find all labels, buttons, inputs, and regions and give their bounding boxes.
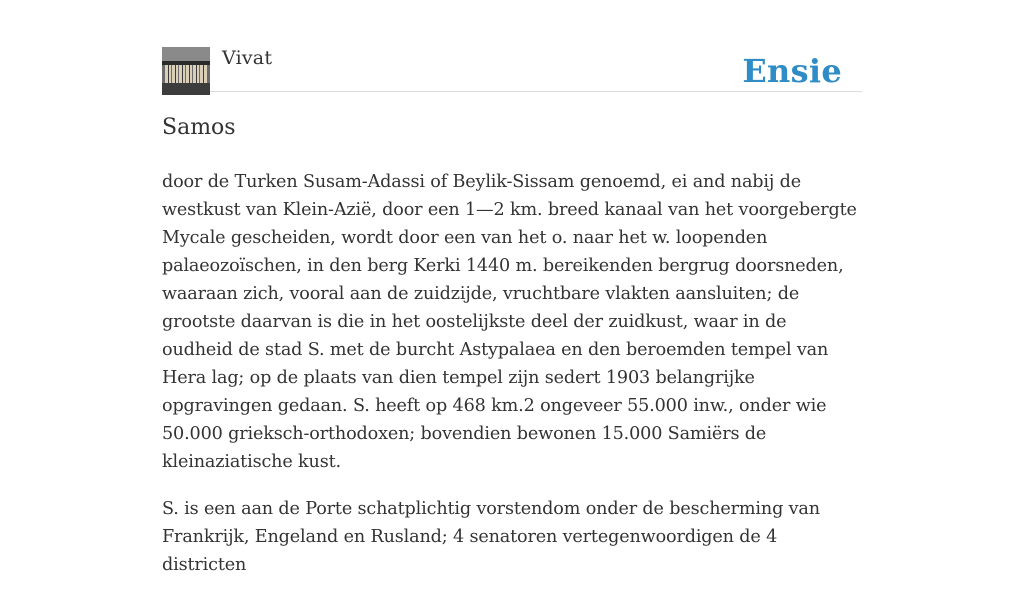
author-name[interactable]: Vivat	[222, 47, 273, 69]
brand-logo[interactable]: Ensie	[742, 52, 842, 90]
article-paragraph: door de Turken Susam-Adassi of Beylik-Sissam genoemd, ei and nabij de westkust van Klein-Azië, door een 1—2 km. breed kanaal van het voorgebergte Mycale gescheiden, wordt door een van het o. naar het w. loopenden palaeozoïschen, in den berg Kerki 1440 m. bereikenden bergrug doorsneden, waaraan zich, vooral aan de zuidzijde, vruchtbare vlakten aansluiten; de grootste daarvan is die in het oostelijkste deel der zuidkust, waar in de oudheid de stad S. met de burcht Astypalaea en den beroemden tempel van Hera lag; op de plaats van dien tempel zijn sedert 1903 belangrijke opgravingen gedaan. S. heeft op 468 km.2 ongeveer 55.000 inw., onder wie 50.000 grieksch-orthodoxen; bovendien bewonen 15.000 Samiërs de kleinaziatische kust.	[162, 172, 857, 472]
article-paragraph: S. is een aan de Porte schatplichtig vorstendom onder de bescherming van Frankrijk, Engeland en Rusland; 4 senatoren vertegenwoordigen de 4 districten	[162, 499, 820, 575]
article-body	[162, 168, 862, 598]
page-title: Samos	[162, 115, 236, 140]
header	[162, 46, 862, 92]
bookshelf-avatar-icon[interactable]	[162, 47, 210, 95]
